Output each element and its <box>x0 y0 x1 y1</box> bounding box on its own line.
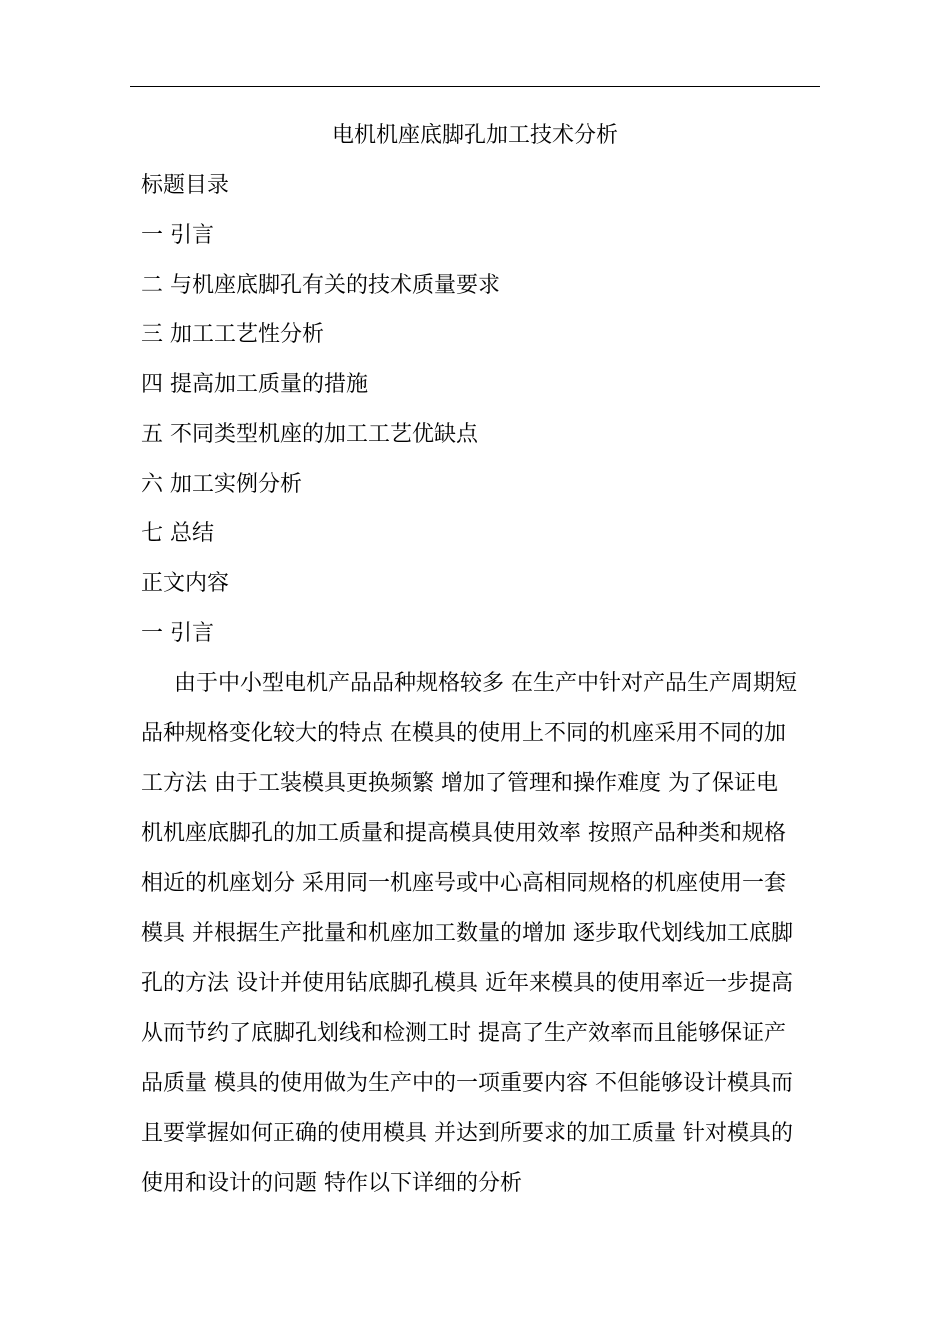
toc-item-1: 一 引言 <box>141 223 214 248</box>
paragraph-line: 从而节约了底脚孔划线和检测工时 提高了生产效率而且能够保证产 <box>141 1021 786 1046</box>
paragraph-line: 工方法 由于工装模具更换频繁 增加了管理和操作难度 为了保证电 <box>141 771 778 796</box>
body-heading: 正文内容 <box>141 571 230 596</box>
toc-item-6: 六 加工实例分析 <box>141 472 302 497</box>
toc-item-7: 七 总结 <box>141 521 214 546</box>
paragraph-line: 孔的方法 设计并使用钻底脚孔模具 近年来模具的使用率近一步提高 <box>141 971 793 996</box>
introduction-paragraph <box>141 668 821 1218</box>
paragraph-line: 品种规格变化较大的特点 在模具的使用上不同的机座采用不同的加 <box>141 721 786 746</box>
toc-heading: 标题目录 <box>141 173 230 198</box>
paragraph-line: 机机座底脚孔的加工质量和提高模具使用效率 按照产品种类和规格 <box>141 821 786 846</box>
toc-item-2: 二 与机座底脚孔有关的技术质量要求 <box>141 273 500 298</box>
paragraph-line: 且要掌握如何正确的使用模具 并达到所要求的加工质量 针对模具的 <box>141 1121 793 1146</box>
toc-item-5: 五 不同类型机座的加工工艺优缺点 <box>141 422 478 447</box>
paragraph-line: 使用和设计的问题 特作以下详细的分析 <box>141 1171 522 1196</box>
document-title: 电机机座底脚孔加工技术分析 <box>331 123 618 148</box>
header-rule <box>130 86 820 87</box>
paragraph-line: 由于中小型电机产品品种规格较多 在生产中针对产品生产周期短 <box>174 671 797 696</box>
section-heading-introduction: 一 引言 <box>141 621 214 646</box>
paragraph-line: 模具 并根据生产批量和机座加工数量的增加 逐步取代划线加工底脚 <box>141 921 793 946</box>
paragraph-line: 品质量 模具的使用做为生产中的一项重要内容 不但能够设计模具而 <box>141 1071 793 1096</box>
paragraph-line: 相近的机座划分 采用同一机座号或中心高相同规格的机座使用一套 <box>141 871 786 896</box>
toc-item-4: 四 提高加工质量的措施 <box>141 372 368 397</box>
toc-item-3: 三 加工工艺性分析 <box>141 322 324 347</box>
